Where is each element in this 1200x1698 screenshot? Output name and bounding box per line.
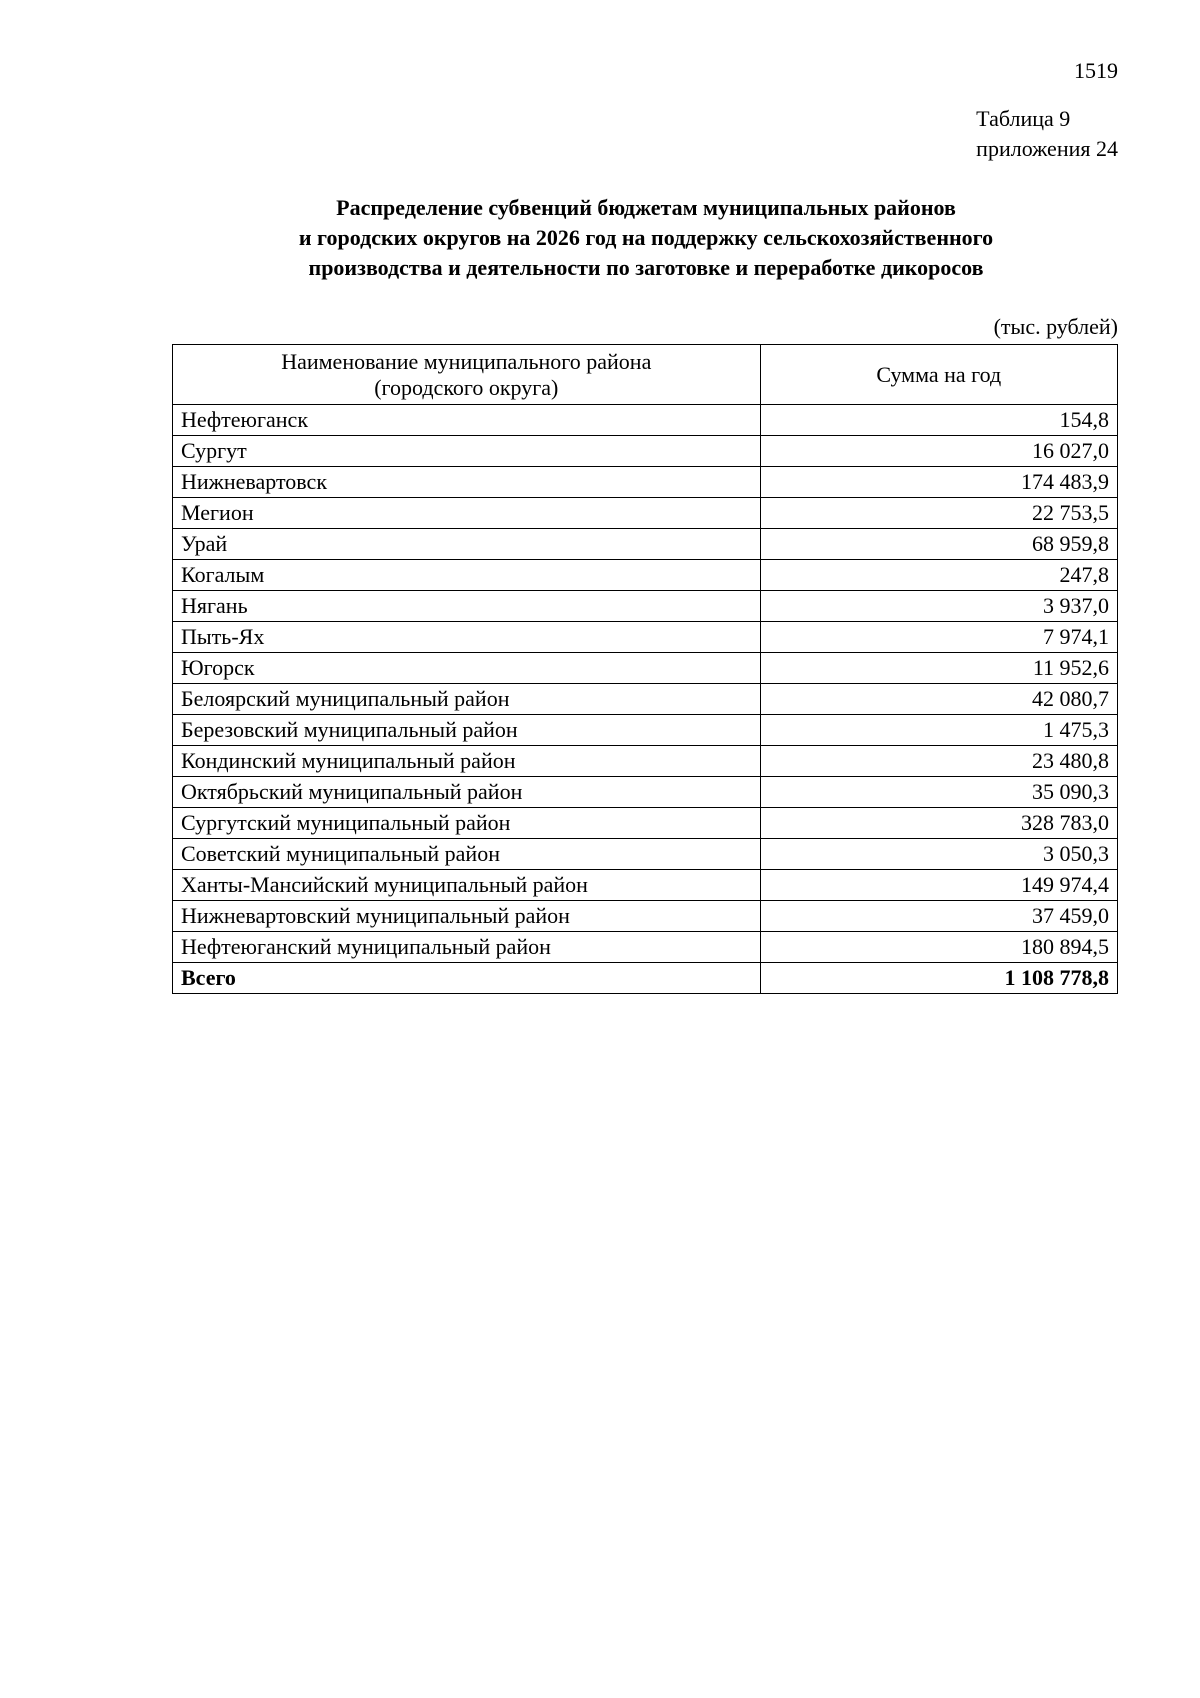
table-row (173, 901, 1118, 932)
total-row (173, 963, 1118, 994)
table-row (173, 870, 1118, 901)
units-label: (тыс. рублей) (993, 314, 1118, 339)
row-name: Нефтеюганский муниципальный район (173, 932, 761, 963)
header-name-line1: Наименование муниципального района (281, 348, 652, 374)
row-sum: 154,8 (760, 405, 1117, 436)
row-sum: 22 753,5 (760, 498, 1117, 529)
row-name: Югорск (173, 653, 761, 684)
row-sum: 3 050,3 (760, 839, 1117, 870)
table-reference (976, 104, 1118, 164)
header-name (173, 345, 761, 405)
row-sum: 328 783,0 (760, 808, 1117, 839)
row-name: Нефтеюганск (173, 405, 761, 436)
table-row (173, 839, 1118, 870)
row-sum: 7 974,1 (760, 622, 1117, 653)
row-name: Октябрьский муниципальный район (173, 777, 761, 808)
table-row (173, 405, 1118, 436)
table-row (173, 529, 1118, 560)
table-row (173, 715, 1118, 746)
total-sum: 1 108 778,8 (760, 963, 1117, 994)
row-sum: 16 027,0 (760, 436, 1117, 467)
row-name: Сургут (173, 436, 761, 467)
row-sum: 149 974,4 (760, 870, 1117, 901)
row-sum: 42 080,7 (760, 684, 1117, 715)
page-number: 1519 (1074, 58, 1118, 83)
row-sum: 35 090,3 (760, 777, 1117, 808)
row-name: Ханты-Мансийский муниципальный район (173, 870, 761, 901)
row-sum: 68 959,8 (760, 529, 1117, 560)
table-body (173, 405, 1118, 994)
table-row (173, 467, 1118, 498)
row-name: Нягань (173, 591, 761, 622)
title-line2: и городских округов на 2026 год на поддержку сельскохозяйственного (298, 225, 994, 250)
table-row (173, 560, 1118, 591)
row-name: Белоярский муниципальный район (173, 684, 761, 715)
table-row (173, 746, 1118, 777)
title-line1: Распределение субвенций бюджетам муниципальных районов (336, 195, 956, 220)
table-row (173, 777, 1118, 808)
row-name: Нижневартовский муниципальный район (173, 901, 761, 932)
row-sum: 23 480,8 (760, 746, 1117, 777)
row-sum: 180 894,5 (760, 932, 1117, 963)
header-sum: Сумма на год (760, 345, 1117, 405)
title-line3: производства и деятельности по заготовке и переработке дикоросов (308, 255, 984, 280)
table-row (173, 498, 1118, 529)
row-name: Сургутский муниципальный район (173, 808, 761, 839)
row-sum: 247,8 (760, 560, 1117, 591)
row-sum: 174 483,9 (760, 467, 1117, 498)
row-name: Урай (173, 529, 761, 560)
row-name: Советский муниципальный район (173, 839, 761, 870)
table-row (173, 436, 1118, 467)
row-sum: 37 459,0 (760, 901, 1117, 932)
table-row (173, 591, 1118, 622)
row-sum: 3 937,0 (760, 591, 1117, 622)
header-name-line2: (городского округа) (374, 374, 559, 400)
table-row (173, 932, 1118, 963)
document-title (172, 193, 1120, 283)
row-sum: 11 952,6 (760, 653, 1117, 684)
row-name: Березовский муниципальный район (173, 715, 761, 746)
row-sum: 1 475,3 (760, 715, 1117, 746)
row-name: Когалым (173, 560, 761, 591)
table-row (173, 622, 1118, 653)
row-name: Нижневартовск (173, 467, 761, 498)
total-name: Всего (173, 963, 761, 994)
table-row (173, 653, 1118, 684)
table-header-row (173, 345, 1118, 405)
row-name: Пыть-Ях (173, 622, 761, 653)
row-name: Кондинский муниципальный район (173, 746, 761, 777)
subvention-table (172, 344, 1118, 994)
table-ref-line1: Таблица 9 (976, 106, 1071, 131)
table-row (173, 808, 1118, 839)
table-row (173, 684, 1118, 715)
table-ref-line2: приложения 24 (976, 136, 1118, 161)
row-name: Мегион (173, 498, 761, 529)
